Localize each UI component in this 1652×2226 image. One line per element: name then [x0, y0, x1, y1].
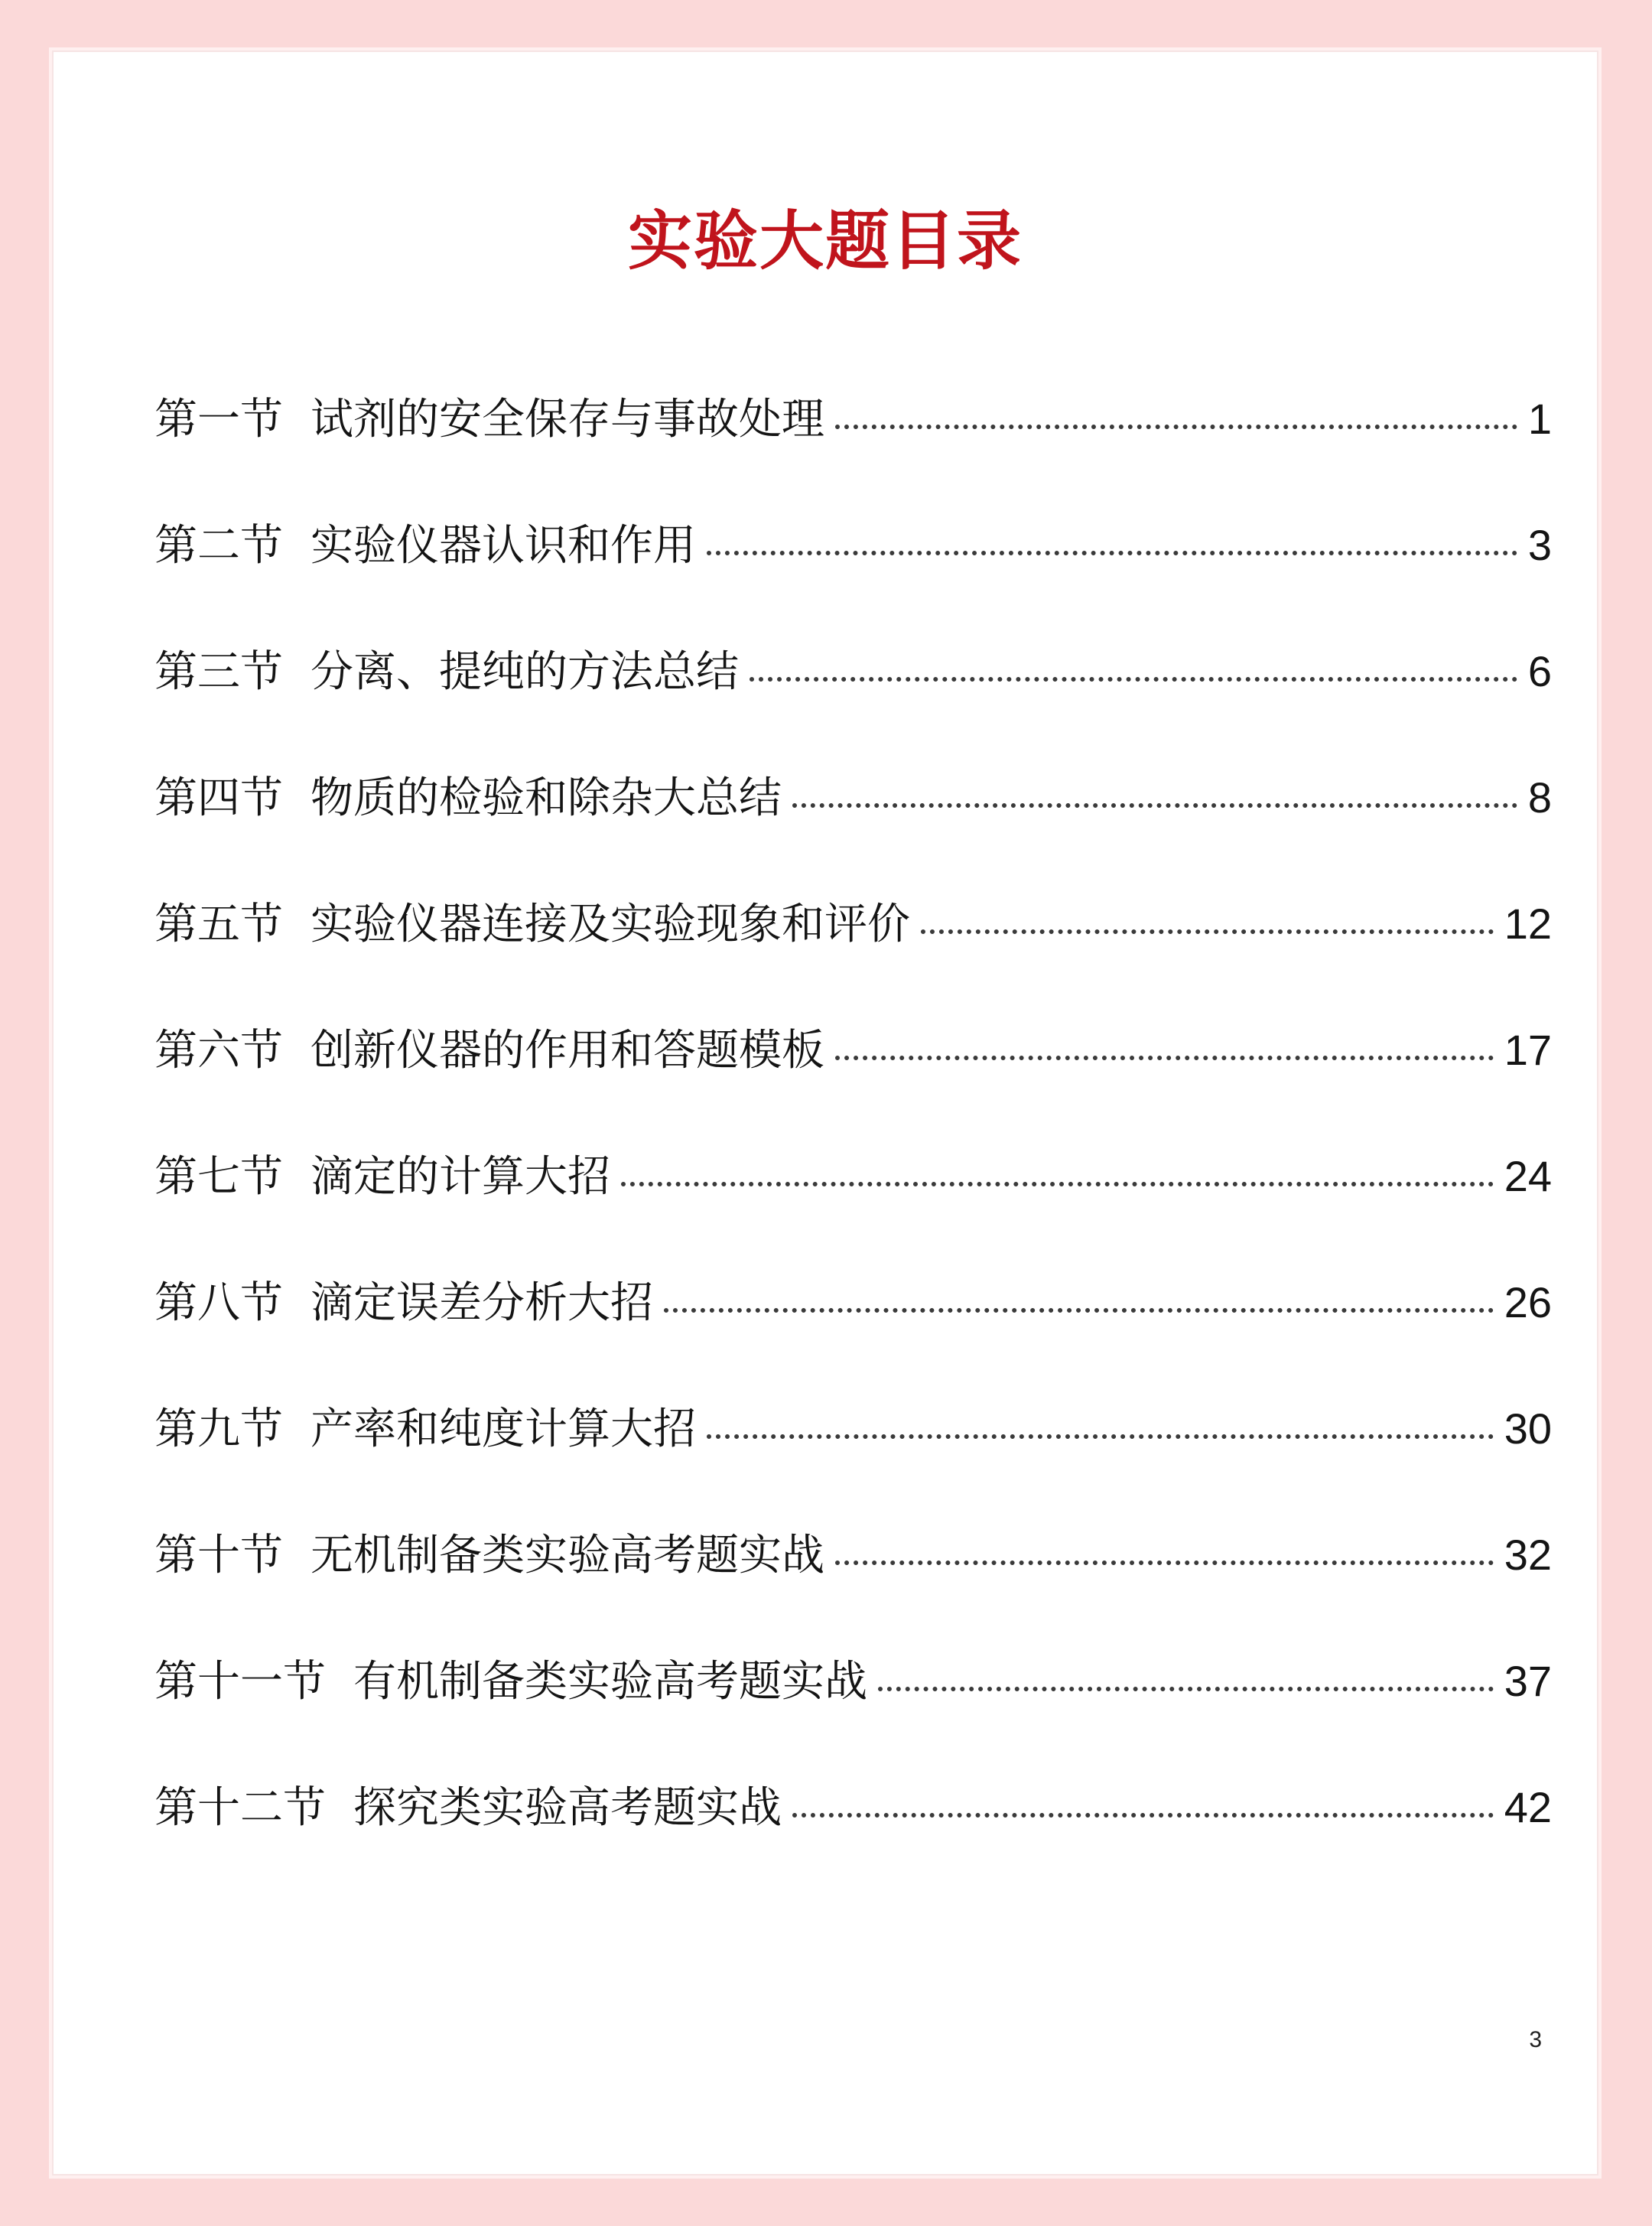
toc-page-number: 37 [1504, 1657, 1552, 1705]
toc-section-title: 实验仪器认识和作用 [311, 521, 696, 571]
toc-section-title: 实验仪器连接及实验现象和评价 [311, 900, 910, 949]
toc-section-number: 第七节 [154, 1152, 283, 1202]
toc-section-number: 第一节 [154, 395, 283, 444]
toc-entry[interactable] [154, 890, 1552, 1017]
toc-page-number: 30 [1504, 1404, 1552, 1453]
toc-section-number: 第八节 [154, 1278, 283, 1328]
toc-section-number: 第十一节 [154, 1657, 326, 1707]
toc-section-number: 第四节 [154, 773, 283, 823]
toc-page-number: 12 [1504, 900, 1552, 948]
dot-leader [921, 929, 1494, 934]
toc-entry[interactable] [154, 1269, 1552, 1395]
dot-leader [664, 1308, 1494, 1313]
toc-section-title: 产率和纯度计算大招 [311, 1404, 696, 1454]
toc-entry[interactable] [154, 1521, 1552, 1648]
toc-entry[interactable] [154, 1774, 1552, 1900]
dot-leader [835, 425, 1517, 429]
toc-section-title: 物质的检验和除杂大总结 [311, 773, 782, 823]
toc-section-number: 第三节 [154, 647, 283, 697]
toc-entry[interactable] [154, 638, 1552, 764]
toc-section-number: 第十节 [154, 1531, 283, 1580]
toc-section-number: 第五节 [154, 900, 283, 949]
document-page [52, 50, 1598, 2176]
toc-section-number: 第九节 [154, 1404, 283, 1454]
page-title: 实验大题目录 [627, 203, 1023, 278]
toc-section-number: 第六节 [154, 1026, 283, 1076]
toc-page-number: 17 [1504, 1026, 1552, 1074]
toc-section-title: 试剂的安全保存与事故处理 [311, 395, 824, 444]
dot-leader [792, 1813, 1494, 1818]
toc-section-title: 滴定的计算大招 [311, 1152, 610, 1202]
toc-entry[interactable] [154, 1648, 1552, 1774]
toc-page-number: 3 [1527, 521, 1552, 569]
toc-page-number: 32 [1504, 1531, 1552, 1579]
toc-page-number: 8 [1527, 773, 1552, 822]
dot-leader [707, 1434, 1494, 1439]
toc-section-title: 无机制备类实验高考题实战 [311, 1531, 824, 1580]
page-number: 3 [1529, 2027, 1542, 2052]
table-of-contents [154, 358, 1552, 1900]
toc-entry[interactable] [154, 764, 1552, 890]
toc-page-number: 24 [1504, 1152, 1552, 1200]
dot-leader [835, 1560, 1494, 1565]
toc-page-number: 1 [1527, 395, 1552, 443]
toc-section-title: 分离、提纯的方法总结 [311, 647, 739, 697]
toc-entry[interactable] [154, 512, 1552, 638]
dot-leader [707, 551, 1517, 555]
toc-section-number: 第二节 [154, 521, 283, 571]
toc-entry[interactable] [154, 1395, 1552, 1521]
toc-section-title: 创新仪器的作用和答题模板 [311, 1026, 824, 1076]
dot-leader [621, 1182, 1494, 1186]
toc-page-number: 6 [1527, 647, 1552, 695]
dot-leader [835, 1056, 1494, 1060]
toc-page-number: 26 [1504, 1278, 1552, 1326]
toc-section-title: 探究类实验高考题实战 [353, 1783, 782, 1833]
dot-leader [750, 677, 1517, 682]
dot-leader [792, 803, 1517, 808]
toc-entry[interactable] [154, 1143, 1552, 1269]
toc-entry[interactable] [154, 1017, 1552, 1143]
toc-page-number: 42 [1504, 1783, 1552, 1831]
dot-leader [878, 1687, 1494, 1691]
toc-section-number: 第十二节 [154, 1783, 326, 1833]
toc-entry[interactable] [154, 386, 1552, 512]
toc-section-title: 有机制备类实验高考题实战 [353, 1657, 867, 1707]
toc-section-title: 滴定误差分析大招 [311, 1278, 653, 1328]
